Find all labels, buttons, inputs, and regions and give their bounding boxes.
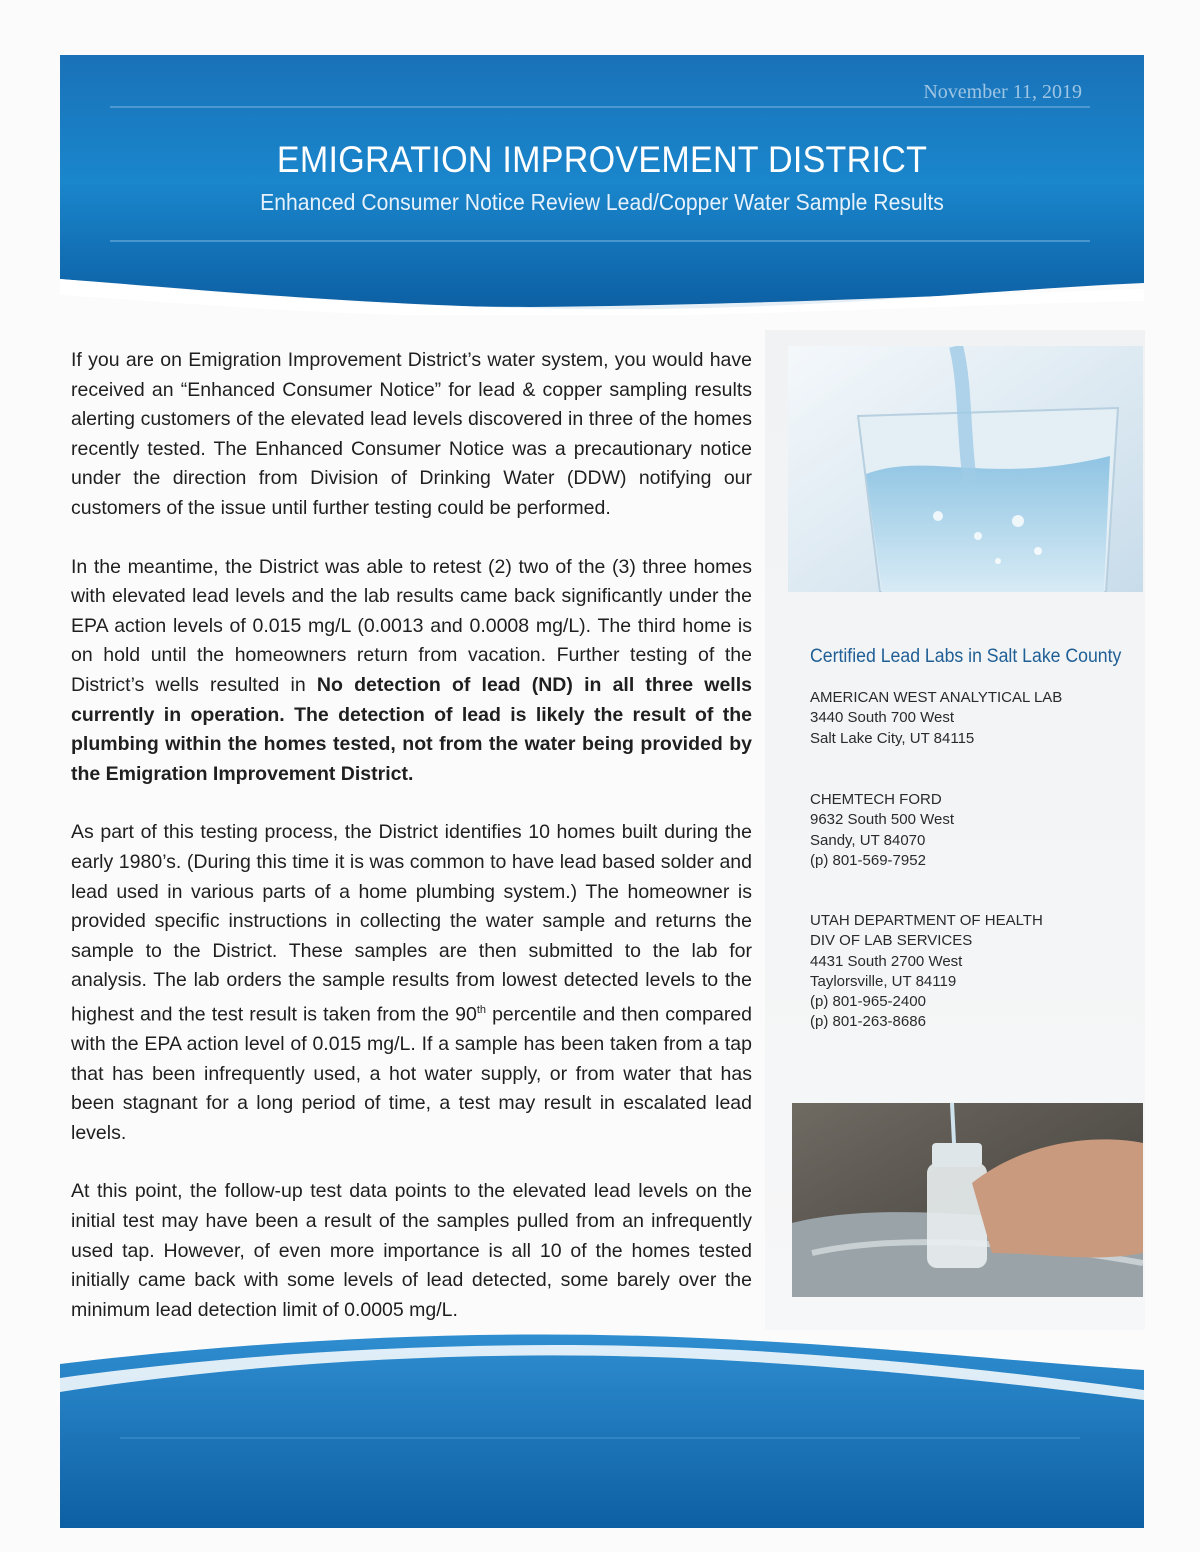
paragraph-1: If you are on Emigration Improvement District’s water system, you would have received an “Enhanced Consumer Notice” for lead & copper sampling results alerting customers of the elevated lead levels discovered in three of the homes recently tested. The Enhanced Consumer Notice was a precautionary notice under the direction from Division of Drinking Water (DDW) notifying our customers of the issue until further testing could be performed.	[71, 349, 752, 519]
header-banner	[60, 55, 1144, 315]
lab-name: CHEMTECH FORD	[810, 791, 942, 808]
paragraph-2-bold: No detection of lead (ND) in all three wells currently in operation. The detection of lead is likely the result of the plumbing within the homes tested, not from the water being provided by the Emigration Improvement District.	[71, 673, 752, 785]
lab-utah-health	[810, 911, 1043, 1033]
paragraph-4: At this point, the follow-up test data points to the elevated lead levels on the initial test may have been a result of the samples pulled from an infrequently used tap. However, of even more importance is all 10 of the homes tested initially came back with some levels of lead detected, some barely over the minimum lead detection limit of 0.0005 mg/L.	[71, 1180, 752, 1321]
page-subtitle: Enhanced Consumer Notice Review Lead/Copper Water Sample Results	[260, 189, 944, 215]
main-content	[71, 346, 752, 1354]
sample-bottle-photo	[792, 1103, 1143, 1297]
footer-banner	[60, 1320, 1144, 1528]
labs-heading: Certified Lead Labs in Salt Lake County	[810, 646, 1122, 667]
lab-city: Taylorsville, UT 84119	[810, 972, 957, 990]
lab-city: Sandy, UT 84070	[810, 831, 926, 849]
lab-city: Salt Lake City, UT 84115	[810, 729, 975, 747]
paragraph-3	[71, 818, 752, 1148]
notice-date: November 11, 2019	[923, 81, 1082, 103]
lab-name: AMERICAN WEST ANALYTICAL LAB	[810, 689, 1063, 706]
lab-name: UTAH DEPARTMENT OF HEALTH	[810, 912, 1043, 929]
paragraph-3-superscript: th	[476, 1003, 486, 1016]
paragraph-3-text-b: percentile and then compared with the EPA action level of 0.015 mg/L. If a sample has been taken from a tap that has been infrequently used, a hot water supply, or from water that has been stagnant for a long period of time, a test may result in escalated lead levels.	[71, 1003, 753, 1144]
lab-american-west	[810, 688, 1062, 749]
lab-phone: (p) 801-263-8686	[810, 1013, 926, 1031]
paragraph-2	[71, 553, 752, 790]
paragraph-3-text-a: As part of this testing process, the District identifies 10 homes built during the early 1980’s. (During this time it is was common to have lead based solder and lead used in various parts of a home plumbing system.) The homeowner is provided specific instructions in collecting the water sample and returns the sample to the District. These samples are then submitted to the lab for analysis. The lab orders the sample results from lowest detected levels to the highest and the test result is taken from the 90	[71, 821, 752, 1026]
lab-address: 9632 South 500 West	[810, 811, 954, 829]
lab-address: 3440 South 700 West	[810, 709, 954, 727]
lab-chemtech-ford	[810, 790, 954, 871]
lab-phone: (p) 801-569-7952	[810, 851, 926, 869]
lab-division: DIV OF LAB SERVICES	[810, 932, 973, 950]
lab-address: 4431 South 2700 West	[810, 952, 963, 970]
water-glass-photo	[788, 346, 1143, 592]
lab-phone: (p) 801-965-2400	[810, 993, 926, 1011]
page-title: EMIGRATION IMPROVEMENT DISTRICT	[276, 139, 928, 180]
footer-wave-graphic	[60, 1320, 1144, 1528]
paragraph-2-text: In the meantime, the District was able to retest (2) two of the (3) three homes with elevated lead levels and the lab results came back significantly under the EPA action levels of 0.015 mg/L (0.0013 and 0.0008 mg/L). The third home is on hold until the homeowners return from vacation. Further testing of the District’s wells resulted in	[71, 555, 752, 696]
